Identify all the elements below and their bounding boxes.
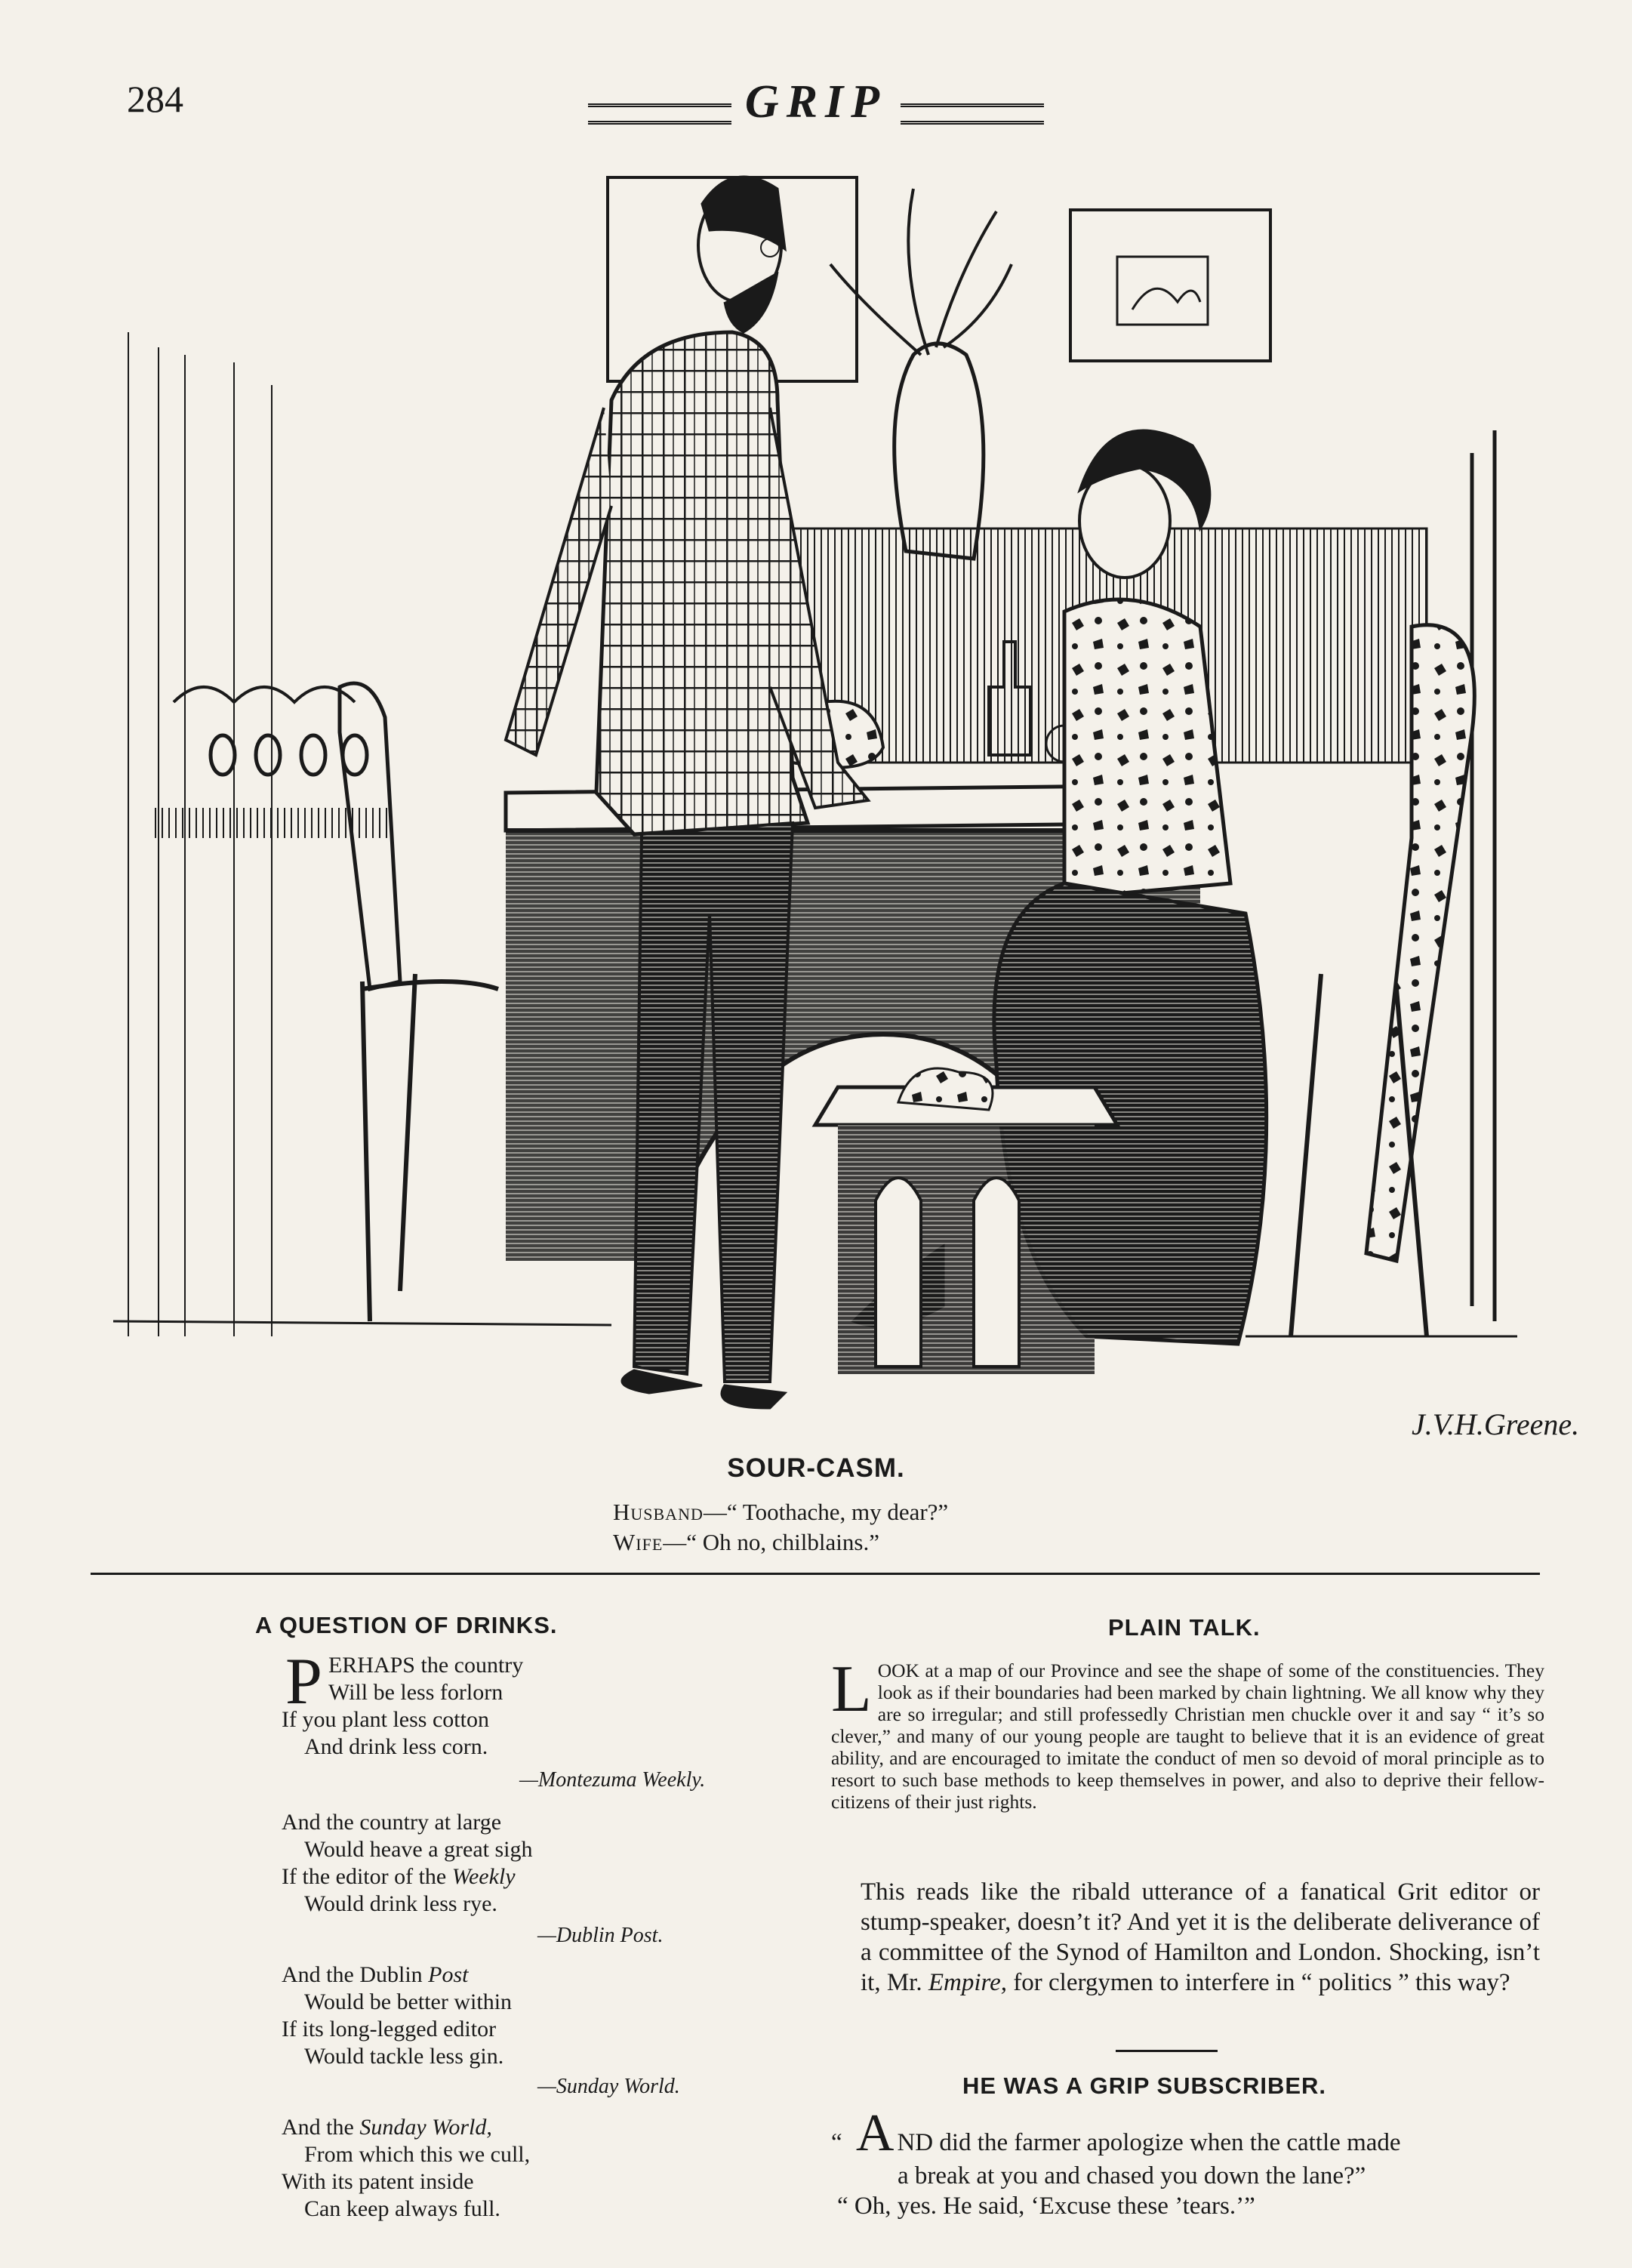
masthead-rule-right bbox=[901, 103, 1044, 125]
masthead-rule-left bbox=[588, 103, 731, 125]
poem-line: Would heave a great sigh bbox=[304, 1837, 533, 1862]
poem-line bbox=[282, 2114, 492, 2141]
poem-line: Can keep always full. bbox=[304, 2196, 500, 2221]
caption-text: —“ Toothache, my dear?” bbox=[703, 1499, 949, 1525]
poem-line bbox=[282, 1961, 469, 1989]
drinks-heading: A QUESTION OF DRINKS. bbox=[255, 1612, 558, 1638]
masthead bbox=[0, 75, 1632, 129]
poem-line: And drink less corn. bbox=[304, 1734, 488, 1759]
plain-talk-italic: Empire, bbox=[928, 1969, 1008, 1996]
plain-talk-dropcap: L bbox=[831, 1653, 872, 1726]
poem-line: Would drink less rye. bbox=[304, 1891, 497, 1916]
poem-italic: Sunday World, bbox=[359, 2115, 492, 2140]
poem-line: With its patent inside bbox=[282, 2169, 474, 2194]
poem-line: If its long-legged editor bbox=[282, 2017, 497, 2042]
caption-speaker: Husband bbox=[613, 1499, 704, 1525]
poem-line: And the country at large bbox=[282, 1810, 502, 1835]
poem-text: And the bbox=[282, 2115, 354, 2140]
poem-text: If the editor of the bbox=[282, 1864, 447, 1889]
subscriber-heading: HE WAS A GRIP SUBSCRIBER. bbox=[962, 2072, 1327, 2099]
poem-italic: Post bbox=[428, 1962, 469, 1987]
page-number: 284 bbox=[127, 78, 183, 120]
plain-talk-heading: PLAIN TALK. bbox=[1108, 1614, 1261, 1641]
poem-line: Would be better within bbox=[304, 1989, 513, 2014]
subscriber-line-1 bbox=[831, 2106, 1548, 2161]
cartoon-title: SOUR-CASM. bbox=[727, 1453, 905, 1483]
subscriber-line-3: “ Oh, yes. He said, ‘Excuse these ’tears.’” bbox=[837, 2193, 1255, 2220]
poem-line: Will be less forlorn bbox=[328, 1680, 503, 1705]
poem-italic: Weekly bbox=[451, 1864, 516, 1889]
poem-text: And the Dublin bbox=[282, 1962, 423, 1987]
subscriber-dropcap: A bbox=[855, 2104, 895, 2162]
credit-sunday-world: —Sunday World. bbox=[537, 2075, 680, 2098]
subscriber-line-1-text: ND did the farmer apologize when the cattle made bbox=[897, 2129, 1401, 2156]
poem-line: From which this we cull, bbox=[304, 2142, 531, 2167]
masthead-title: GRIP bbox=[744, 76, 888, 128]
poem-line bbox=[282, 1863, 516, 1891]
section-divider bbox=[91, 1573, 1540, 1575]
column-rule bbox=[1116, 2050, 1218, 2052]
drinks-stanza-1 bbox=[285, 1645, 602, 1718]
open-quote: “ bbox=[831, 2129, 842, 2156]
subscriber-text bbox=[831, 2106, 1548, 2221]
poem-line: ERHAPS the country bbox=[328, 1653, 524, 1678]
plain-talk-body-text: This reads like the ribald utterance of a fanatical Grit editor or stump-speaker, doesn’t it? And yet it is the deliberate deliverance of a committee of the Synod of Hamilton and London. Shocking, isn’t it, Mr. bbox=[861, 1878, 1540, 1996]
drinks-dropcap: P bbox=[285, 1645, 322, 1718]
plain-talk-quote bbox=[831, 1653, 1544, 1813]
artist-signature: J.V.H.Greene. bbox=[1412, 1407, 1580, 1441]
caption-speaker: Wife bbox=[613, 1529, 664, 1555]
caption-husband bbox=[613, 1499, 948, 1526]
subscriber-line-2: a break at you and chased you down the lane?” bbox=[898, 2162, 1366, 2189]
credit-dublin-post: —Dublin Post. bbox=[537, 1924, 664, 1947]
cartoon-illustration bbox=[113, 159, 1580, 1442]
plain-talk-body-text-end: for clergymen to interfere in “ politics ” this way? bbox=[1013, 1969, 1510, 1996]
plain-talk-quote-text: OOK at a map of our Province and see the shape of some of the constituencies. They look as if their boundaries had been marked by chain lightning. We all know why they are so irregular; and still professedly Christian men chuckle over it and say “ it’s so clever,” and many of our young people are taught to believe that it is an evidence of great ability, and are encouraged to imitate the conduct of men so devoid of moral principle as to resort to such base methods to keep themselves in power, and also to deprive their fellow-citizens of their just rights. bbox=[831, 1659, 1544, 1813]
caption-wife bbox=[613, 1529, 879, 1556]
credit-montezuma: —Montezuma Weekly. bbox=[519, 1768, 706, 1792]
poem-line: Would tackle less gin. bbox=[304, 2044, 504, 2069]
plain-talk-body bbox=[861, 1877, 1540, 1998]
poem-line: If you plant less cotton bbox=[282, 1707, 489, 1732]
caption-text: —“ Oh no, chilblains.” bbox=[663, 1529, 879, 1555]
